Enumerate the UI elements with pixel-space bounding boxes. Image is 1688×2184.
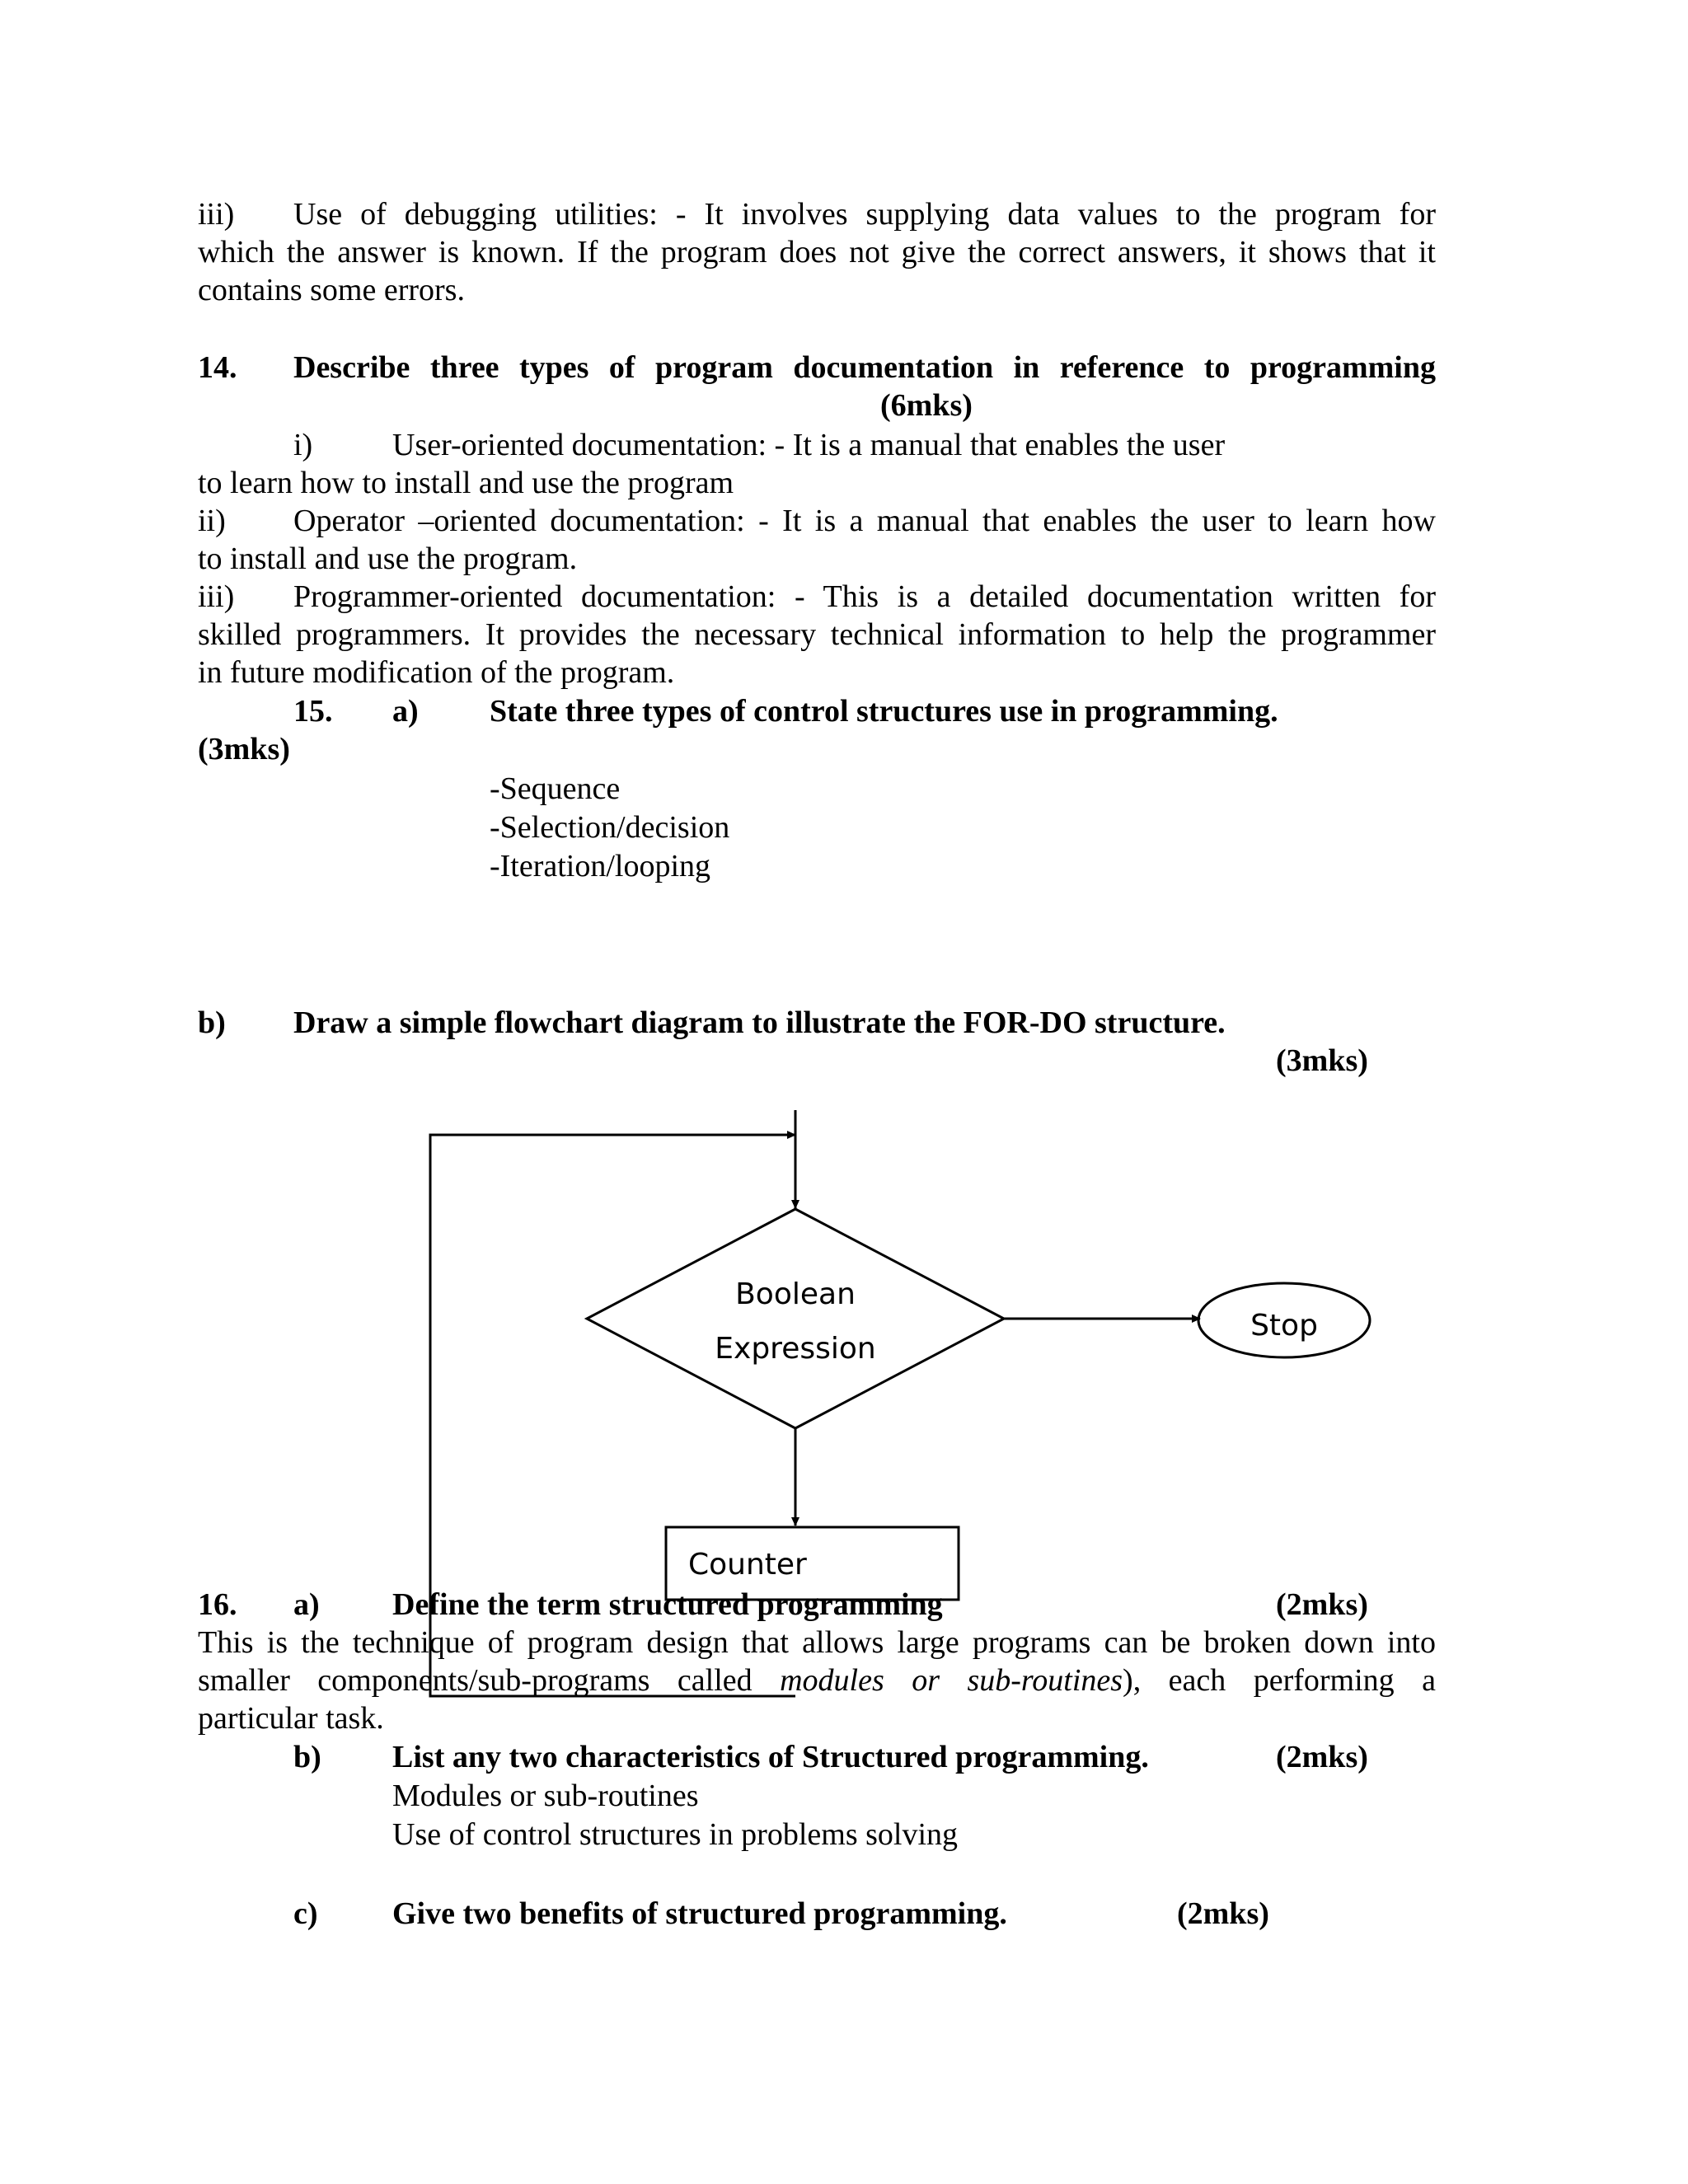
marks: (3mks)	[198, 732, 290, 766]
list-item: -Selection/decision	[490, 810, 730, 845]
paragraph-line: Use of debugging utilities: - It involves supplying data values to the program for	[293, 197, 1436, 232]
marks: (6mks)	[880, 388, 973, 423]
paragraph-line	[198, 1661, 1436, 1699]
list-item: Use of control structures in problems solving	[392, 1817, 959, 1852]
paragraph-line: skilled programmers. It provides the necessary technical information to help the programmer	[198, 617, 1436, 652]
paragraph-line: which the answer is known. If the program does not give the correct answers, it shows that it	[198, 235, 1436, 269]
list-item: -Sequence	[490, 771, 621, 806]
part-label: b)	[293, 1740, 321, 1774]
paragraph-line: to learn how to install and use the program	[198, 466, 734, 500]
question-text: Describe three types of program documentation in reference to programming	[293, 350, 1436, 385]
question-number: 14.	[198, 350, 237, 385]
text-run: smaller components/sub-programs called	[198, 1663, 781, 1698]
paragraph-line: User-oriented documentation: - It is a manual that enables the user	[392, 428, 1226, 462]
list-item: -Iteration/looping	[490, 849, 711, 883]
paragraph-line: particular task.	[198, 1701, 384, 1736]
counter-label: Counter	[688, 1548, 807, 1582]
decision-label: Expression	[715, 1332, 876, 1366]
marks: (3mks)	[1276, 1043, 1368, 1078]
item-label: i)	[293, 428, 313, 462]
item-label: ii)	[198, 504, 226, 538]
text-run: ), each performing a	[1123, 1663, 1436, 1698]
decision-label: Boolean	[735, 1277, 856, 1311]
marks: (2mks)	[1177, 1896, 1269, 1931]
question-text: Define the term structured programming	[392, 1587, 943, 1622]
stop-label: Stop	[1250, 1309, 1318, 1343]
question-text: State three types of control structures use in programming.	[490, 694, 1278, 729]
question-text: Draw a simple flowchart diagram to illustrate the FOR-DO structure.	[293, 1005, 1226, 1040]
paragraph-line: to install and use the program.	[198, 541, 578, 576]
part-label: a)	[392, 694, 419, 729]
question-text: Give two benefits of structured programming.	[392, 1896, 1007, 1931]
paragraph-line: contains some errors.	[198, 273, 465, 307]
marks: (2mks)	[1276, 1740, 1368, 1774]
question-text: List any two characteristics of Structured programming.	[392, 1740, 1149, 1774]
paragraph-line: in future modification of the program.	[198, 655, 675, 690]
marks: (2mks)	[1276, 1587, 1368, 1622]
paragraph-line: Operator –oriented documentation: - It is a manual that enables the user to learn how	[293, 504, 1436, 538]
paragraph-line: This is the technique of program design that allows large programs can be broken down into	[198, 1625, 1436, 1660]
question-number: 16.	[198, 1587, 237, 1622]
question-number: 15.	[293, 694, 333, 729]
text-run: modules or sub-routines	[780, 1663, 1123, 1698]
paragraph-line: Programmer-oriented documentation: - This is a detailed documentation written for	[293, 579, 1436, 614]
list-item: Modules or sub-routines	[392, 1779, 699, 1813]
item-label: iii)	[198, 197, 235, 232]
decision-diamond	[587, 1209, 1004, 1428]
part-label: a)	[293, 1587, 320, 1622]
part-label: c)	[293, 1896, 318, 1931]
part-label: b)	[198, 1005, 226, 1040]
item-label: iii)	[198, 579, 235, 614]
